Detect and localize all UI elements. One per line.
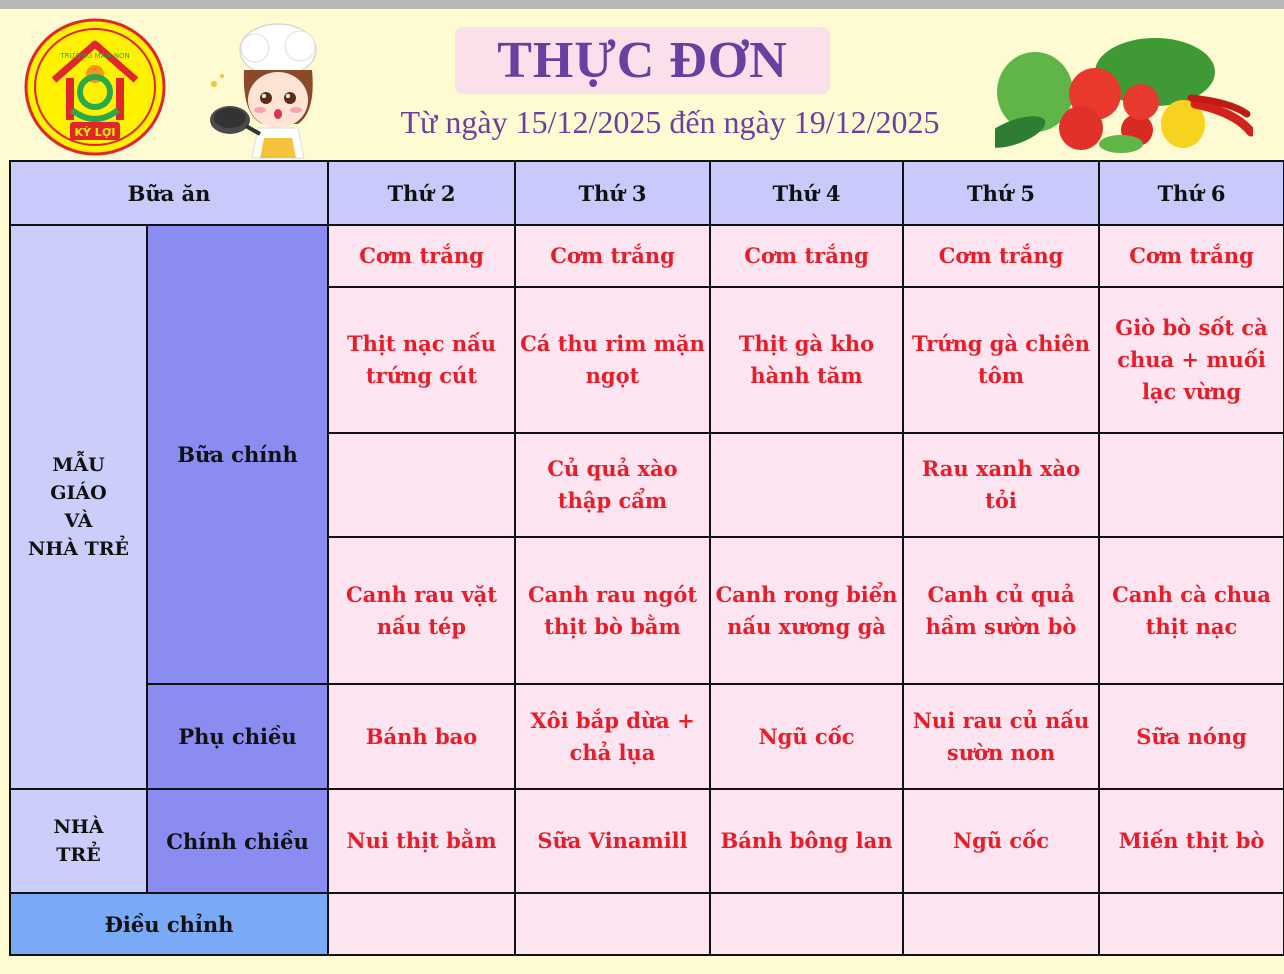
logo-name-text: KỲ LỢI xyxy=(74,126,116,139)
menu-cell: Cơm trắng xyxy=(710,225,903,287)
group-nursery-label: NHÀ TRẺ xyxy=(10,789,147,893)
menu-cell: Thịt nạc nấu trứng cút xyxy=(328,287,515,433)
logo-school-text: TRƯỜNG MẦM NON xyxy=(60,52,130,60)
menu-cell: Canh rau vặt nấu tép xyxy=(328,537,515,684)
day-header: Thứ 5 xyxy=(903,161,1099,225)
menu-cell xyxy=(710,893,903,955)
menu-cell: Canh cà chua thịt nạc xyxy=(1099,537,1284,684)
page-title: THỰC ĐƠN xyxy=(497,32,788,89)
group-preschool-label: MẪU GIÁO VÀ NHÀ TRẺ xyxy=(10,225,147,789)
menu-cell: Ngũ cốc xyxy=(903,789,1099,893)
day-header: Thứ 3 xyxy=(515,161,710,225)
menu-cell xyxy=(710,433,903,537)
menu-cell: Bánh bông lan xyxy=(710,789,903,893)
menu-cell: Sữa nóng xyxy=(1099,684,1284,789)
menu-cell: Cá thu rim mặn ngọt xyxy=(515,287,710,433)
vegetables-illustration xyxy=(995,32,1253,160)
menu-cell: Canh củ quả hầm sườn bò xyxy=(903,537,1099,684)
menu-cell xyxy=(328,893,515,955)
menu-cell xyxy=(1099,893,1284,955)
main-meal-label: Bữa chính xyxy=(147,225,328,684)
menu-cell: Cơm trắng xyxy=(328,225,515,287)
menu-cell: Thịt gà kho hành tăm xyxy=(710,287,903,433)
menu-cell: Giò bò sốt cà chua + muối lạc vừng xyxy=(1099,287,1284,433)
menu-cell: Ngũ cốc xyxy=(710,684,903,789)
day-header: Thứ 2 xyxy=(328,161,515,225)
menu-table xyxy=(9,160,1284,956)
afternoon-snack-label: Phụ chiều xyxy=(147,684,328,789)
day-header: Thứ 4 xyxy=(710,161,903,225)
menu-cell: Canh rong biển nấu xương gà xyxy=(710,537,903,684)
menu-cell: Trứng gà chiên tôm xyxy=(903,287,1099,433)
title-box xyxy=(455,27,830,94)
menu-cell: Cơm trắng xyxy=(515,225,710,287)
menu-cell: Củ quả xào thập cẩm xyxy=(515,433,710,537)
menu-cell xyxy=(903,893,1099,955)
menu-cell: Cơm trắng xyxy=(1099,225,1284,287)
menu-cell: Rau xanh xào tỏi xyxy=(903,433,1099,537)
adjustment-label: Điều chỉnh xyxy=(10,893,328,955)
school-logo-icon xyxy=(24,18,166,156)
chef-girl-illustration xyxy=(200,20,340,162)
meal-column-header: Bữa ăn xyxy=(10,161,328,225)
top-bar xyxy=(0,0,1284,9)
menu-cell: Bánh bao xyxy=(328,684,515,789)
menu-cell xyxy=(515,893,710,955)
menu-cell: Nui rau củ nấu sườn non xyxy=(903,684,1099,789)
menu-cell xyxy=(1099,433,1284,537)
date-range-subtitle: Từ ngày 15/12/2025 đến ngày 19/12/2025 xyxy=(400,104,940,140)
menu-cell: Cơm trắng xyxy=(903,225,1099,287)
menu-cell: Xôi bắp dừa + chả lụa xyxy=(515,684,710,789)
day-header: Thứ 6 xyxy=(1099,161,1284,225)
menu-cell: Miến thịt bò xyxy=(1099,789,1284,893)
menu-cell: Canh rau ngót thịt bò bằm xyxy=(515,537,710,684)
menu-cell: Sữa Vinamill xyxy=(515,789,710,893)
menu-cell xyxy=(328,433,515,537)
menu-cell: Nui thịt bằm xyxy=(328,789,515,893)
afternoon-main-label: Chính chiều xyxy=(147,789,328,893)
